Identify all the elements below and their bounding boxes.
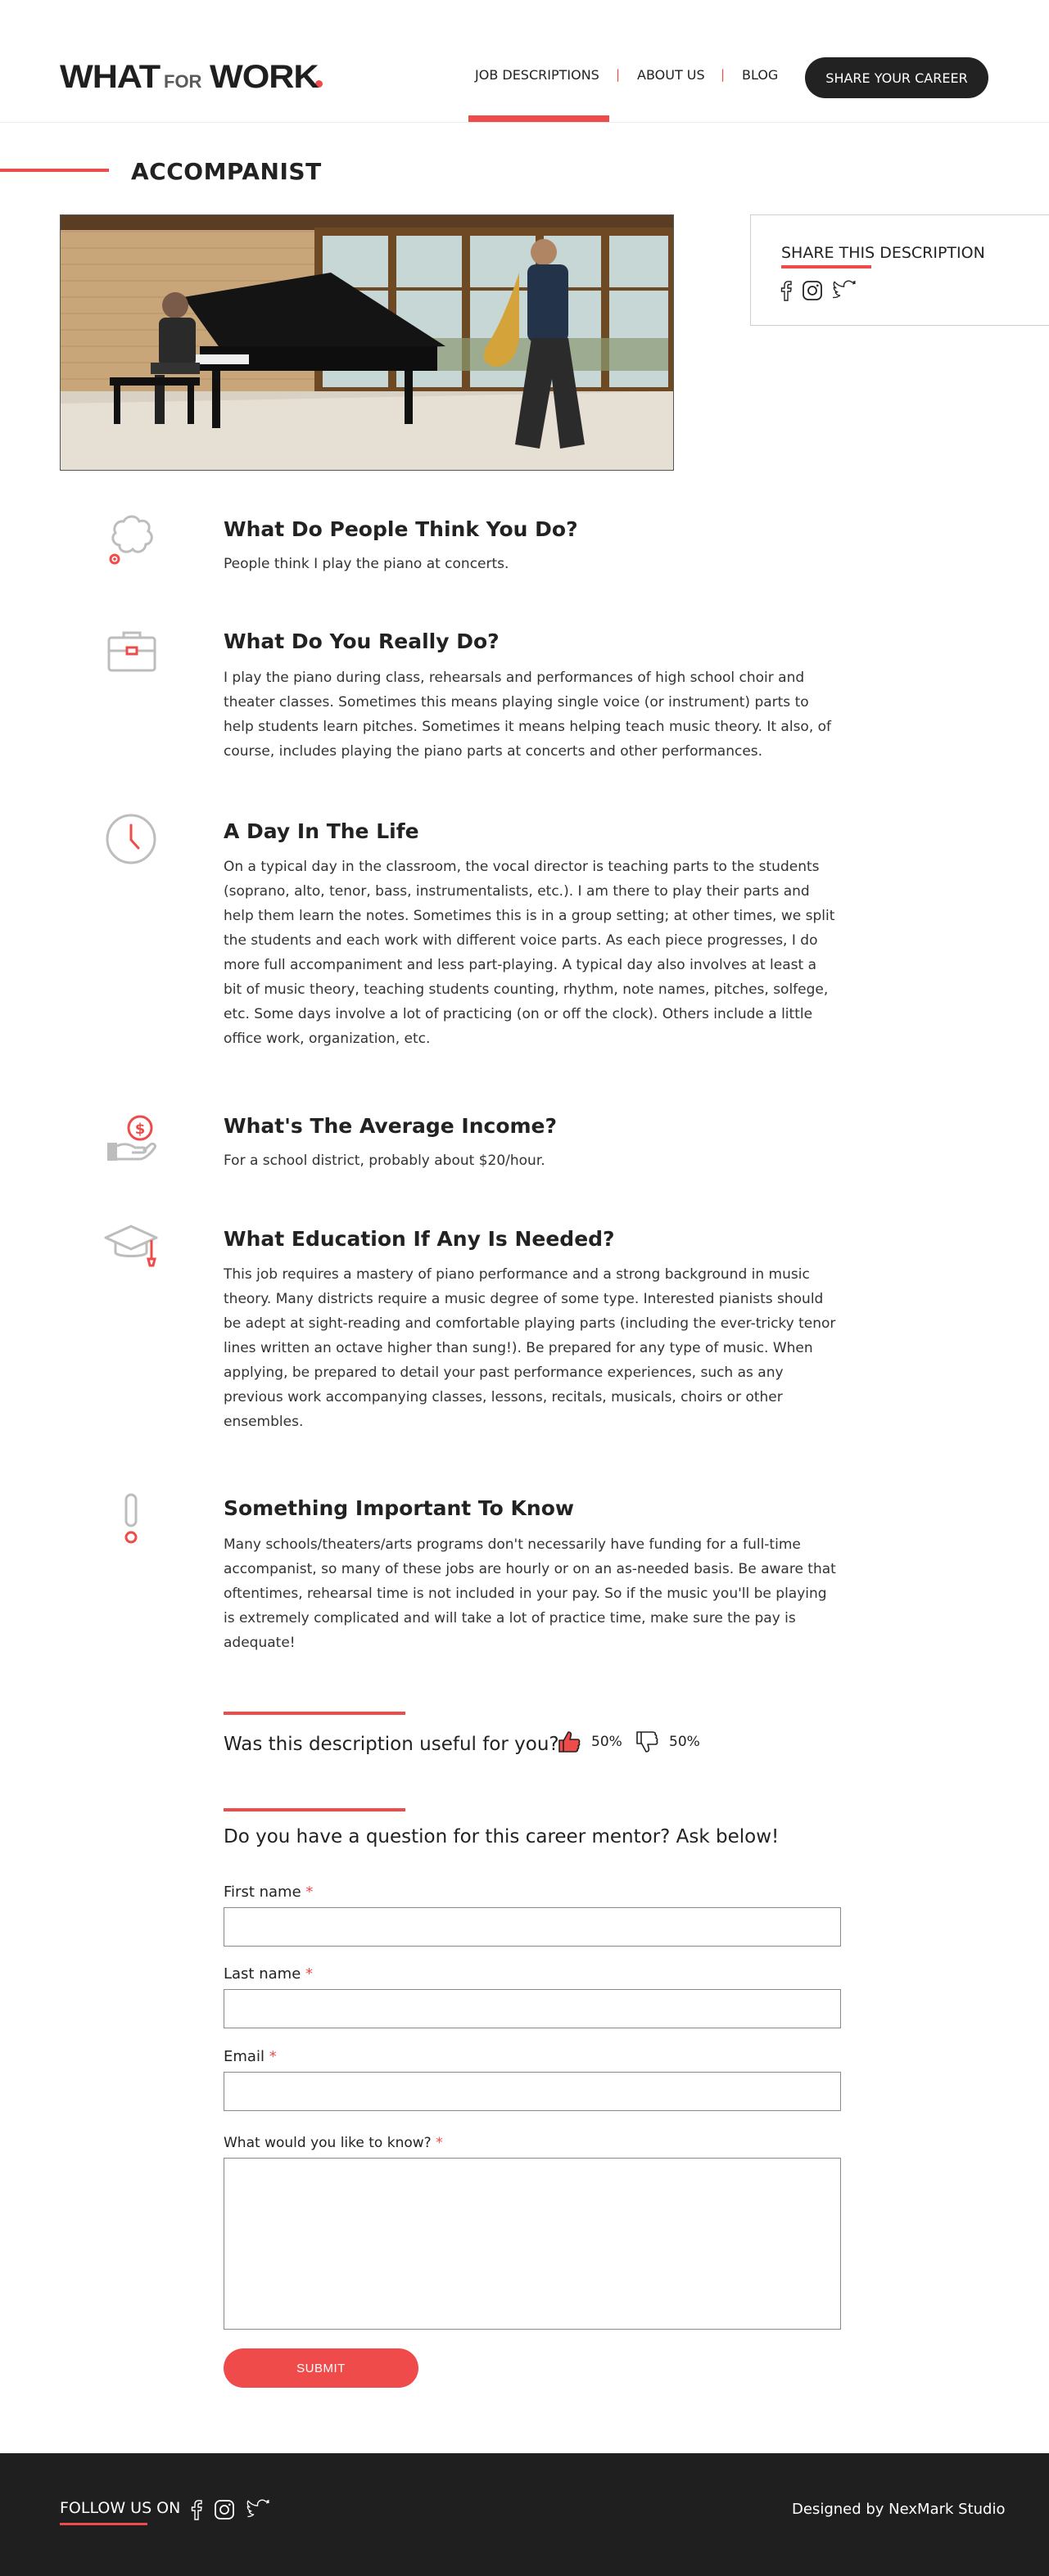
nav-blog-wrap: [742, 67, 778, 83]
email-label-text: Email: [224, 2048, 265, 2065]
section-heading: Something Important To Know: [224, 1496, 574, 1520]
follow-us-label: FOLLOW US ON: [60, 2499, 181, 2517]
twitter-icon[interactable]: [833, 280, 857, 301]
nav-job-descriptions[interactable]: JOB DESCRIPTIONS: [475, 67, 599, 83]
logo-what: WHAT: [60, 59, 161, 95]
thumbs-up-icon[interactable]: [557, 1730, 581, 1754]
thought-cloud-icon: [102, 512, 160, 569]
last-name-label: [224, 1965, 313, 1983]
first-name-label: [224, 1884, 313, 1901]
title-accent-line: [0, 169, 109, 172]
briefcase-icon: [102, 625, 160, 682]
thumbs-up-percent: 50%: [591, 1734, 622, 1750]
share-underline: [781, 265, 871, 268]
logo-work: WORK: [210, 59, 319, 95]
section-heading: What Education If Any Is Needed?: [224, 1227, 615, 1251]
follow-underline: [60, 2523, 147, 2525]
instagram-icon[interactable]: [802, 280, 823, 301]
exclamation-icon: [102, 1491, 160, 1549]
share-icons: [780, 280, 857, 301]
last-name-label-text: Last name: [224, 1965, 301, 1983]
thumbs-down-vote[interactable]: [635, 1730, 700, 1754]
email-label: [224, 2048, 277, 2065]
money-hand-icon: [102, 1110, 160, 1167]
section-body: Many schools/theaters/arts programs don't necessarily have funding for a full-time accompanist, so many of these jobs are hourly or on an as-needed basis. Be aware that oftentimes, rehearsal time is not included in your pay. So if the music you'll be playing is extremely complicated and will take a lot of practice time, make sure the pay is adequate!: [224, 1536, 836, 1651]
designer-credit: Designed by NexMark Studio: [792, 2501, 1006, 2518]
feedback-question: Was this description useful for you?: [224, 1734, 559, 1755]
section-heading: What Do People Think You Do?: [224, 517, 578, 541]
section-body: On a typical day in the classroom, the vocal director is teaching parts to the students (soprano, alto, tenor, bass, instrumentalists, etc.). I am there to play their parts and help them learn the notes. Sometimes this is in a group setting; at other times, we split the students and each work with different voice parts. As each piece progresses, I do more full accompaniment and less part-playing. A typical day also involves at least a bit of music theory, teaching students counting, rhythm, note names, pitches, solfege, etc. Some days involve a lot of practicing (on or off the clock). Others include a little office work, organization, etc.: [224, 859, 835, 1047]
message-label-text: What would you like to know?: [224, 2135, 432, 2151]
section-heading: What's The Average Income?: [224, 1114, 558, 1138]
thumbs-up-vote[interactable]: [557, 1730, 622, 1754]
section-body: I play the piano during class, rehearsals and performances of high school choir and theater classes. Sometimes this means playing single voice (or instrument) parts to help students learn pitches. Sometimes it means helping teach music theory. It also, of course, includes playing the piano parts at concerts and other performances.: [224, 670, 832, 760]
site-logo[interactable]: [60, 59, 323, 96]
share-box: [750, 214, 1049, 326]
facebook-icon[interactable]: [191, 2499, 202, 2520]
thumbs-down-icon[interactable]: [635, 1730, 659, 1754]
required-mark: *: [436, 2135, 443, 2151]
section-body: For a school district, probably about $20/hour.: [224, 1153, 545, 1169]
footer-social-icons: [191, 2499, 271, 2520]
required-mark: *: [269, 2048, 277, 2065]
nav-blog[interactable]: BLOG: [742, 67, 779, 83]
required-mark: *: [305, 1884, 314, 1901]
piano-and-saxophone-photo: [61, 215, 674, 471]
first-name-input[interactable]: [224, 1907, 841, 1947]
share-your-career-button[interactable]: SHARE YOUR CAREER: [805, 57, 988, 98]
nav-separator: |: [721, 67, 726, 82]
section-heading: A Day In The Life: [224, 819, 419, 843]
facebook-icon[interactable]: [780, 280, 792, 301]
logo-for: FOR: [164, 71, 202, 92]
message-textarea[interactable]: [224, 2158, 841, 2330]
clock-icon: [102, 810, 160, 868]
feedback-accent-line: [224, 1712, 405, 1715]
submit-button[interactable]: SUBMIT: [224, 2348, 418, 2388]
email-input[interactable]: [224, 2072, 841, 2111]
section-body: This job requires a mastery of piano performance and a strong background in music theory. Many districts require a music degree of some type. Interested pianists should be adept at sight-reading and comfortable playing parts (including the ever-tricky tenor lines written an octave higher than sung!). Be prepared for any type of music. When applying, be prepared to detail your past performance experiences, such as any previous work accompanying classes, lessons, recitals, musicals, choirs or other ensembles.: [224, 1266, 836, 1430]
nav-about-wrap: [637, 67, 705, 83]
twitter-icon[interactable]: [246, 2499, 271, 2520]
share-title: SHARE THIS DESCRIPTION: [781, 244, 985, 262]
svg-text:$: $: [134, 1121, 146, 1138]
header-divider: [0, 122, 1049, 123]
required-mark: *: [305, 1965, 313, 1983]
first-name-label-text: First name: [224, 1884, 301, 1901]
message-label: [224, 2135, 443, 2151]
thumbs-down-percent: 50%: [669, 1734, 700, 1750]
main-nav: [475, 67, 599, 83]
section-heading: What Do You Really Do?: [224, 629, 500, 653]
instagram-icon[interactable]: [214, 2499, 235, 2520]
form-accent-line: [224, 1808, 405, 1811]
last-name-input[interactable]: [224, 1989, 841, 2028]
section-body: People think I play the piano at concerts.: [224, 556, 509, 572]
graduation-cap-icon: [102, 1220, 160, 1277]
hero-image: [60, 214, 674, 471]
nav-about-us[interactable]: ABOUT US: [637, 67, 705, 83]
form-title: Do you have a question for this career mentor? Ask below!: [224, 1826, 780, 1847]
page-title: ACCOMPANIST: [131, 158, 322, 185]
nav-active-indicator: [468, 115, 609, 122]
nav-separator: |: [616, 67, 621, 82]
